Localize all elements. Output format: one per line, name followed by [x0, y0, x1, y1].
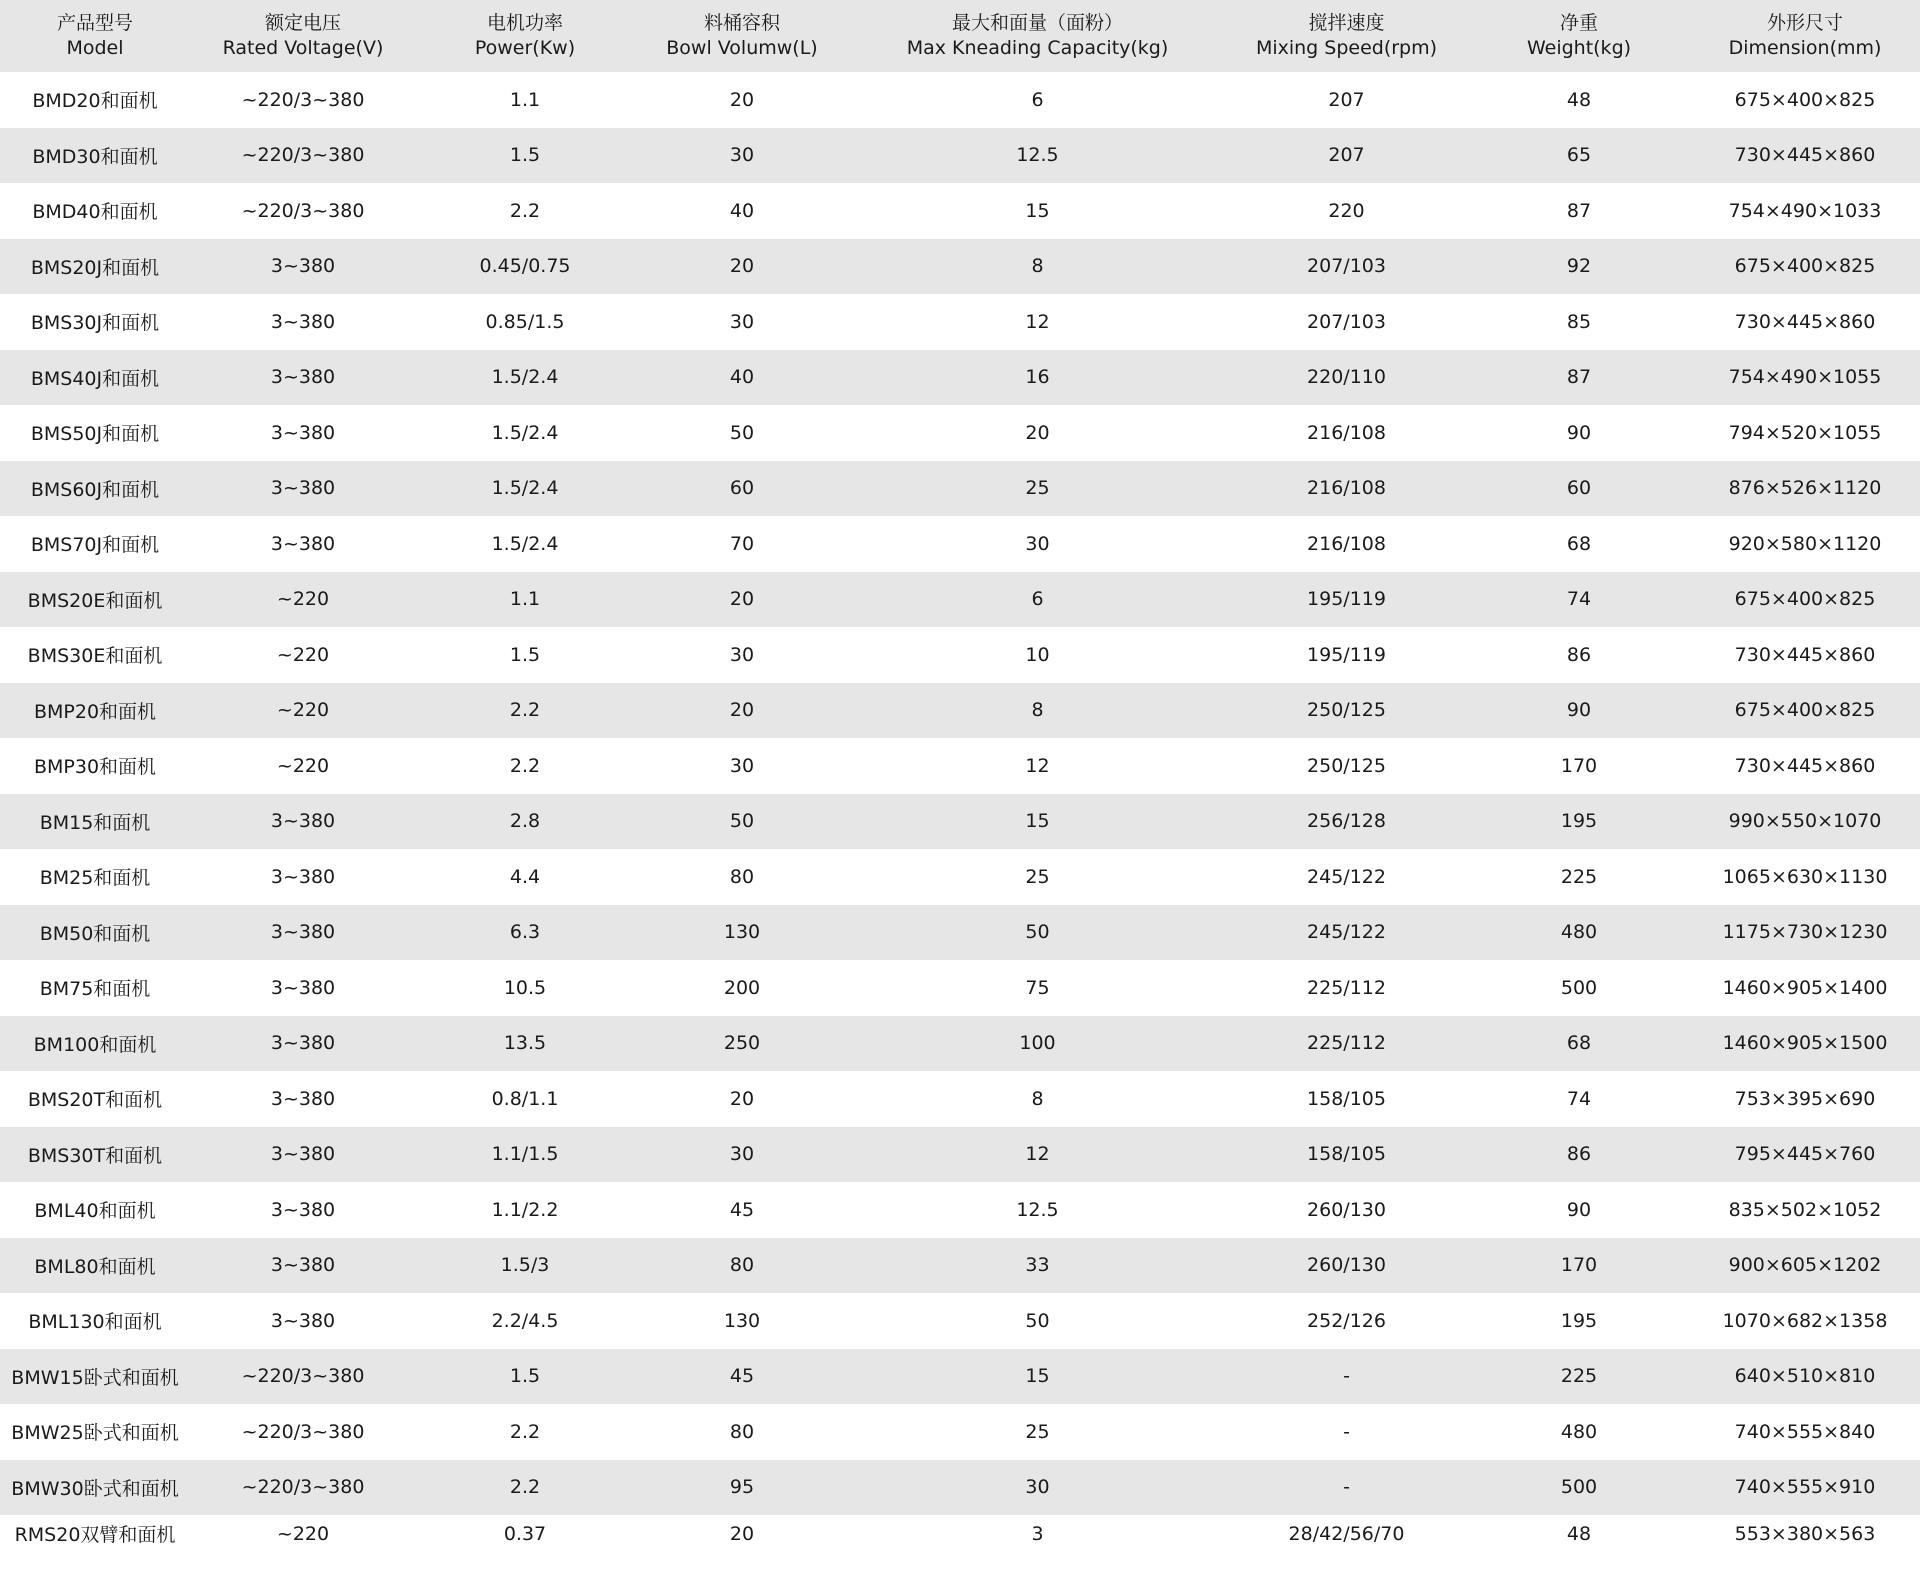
cell-model: BM100和面机: [0, 1016, 190, 1072]
cell-dimension: 795×445×760: [1690, 1127, 1920, 1183]
cell-model: BM75和面机: [39, 978, 151, 1001]
header-bowl-volume: [634, 0, 850, 72]
table-row: [0, 1238, 1920, 1294]
table-row: [0, 1016, 1920, 1072]
cell-weight: 60: [1468, 461, 1690, 517]
cell-mixing-speed: 158/105: [1307, 1087, 1386, 1110]
cell-model: BMS40J和面机: [0, 350, 190, 406]
cell-voltage: ~220/3~380: [190, 1460, 416, 1516]
cell-dimension: 675×400×825: [1690, 683, 1920, 739]
cell-mixing-speed: 252/126: [1307, 1309, 1386, 1332]
header-weight-zh: 净重: [1559, 12, 1598, 34]
cell-dimension: 675×400×825: [1690, 572, 1920, 628]
cell-dimension: 740×555×840: [1734, 1420, 1876, 1443]
cell-weight: 170: [1468, 1238, 1690, 1294]
cell-max-capacity: 8: [850, 683, 1225, 739]
cell-voltage: 3~380: [270, 976, 336, 999]
header-weight-en: Weight(kg): [1526, 37, 1632, 59]
cell-power: 1.5: [416, 1349, 634, 1405]
header-voltage: [190, 0, 416, 72]
cell-mixing-speed: 225/112: [1225, 1016, 1468, 1072]
cell-dimension: 753×395×690: [1734, 1087, 1876, 1110]
cell-model: BMS30J和面机: [30, 312, 160, 335]
cell-bowl-volume: 70: [729, 532, 755, 555]
cell-mixing-speed: 256/128: [1225, 794, 1468, 850]
header-dimension-en: Dimension(mm): [1728, 37, 1882, 59]
cell-power: 1.5/2.4: [491, 421, 559, 444]
cell-dimension: 730×445×860: [1734, 643, 1876, 666]
cell-voltage: 3~380: [190, 239, 416, 295]
cell-bowl-volume: 20: [634, 572, 850, 628]
cell-bowl-volume: 20: [634, 683, 850, 739]
table-row: [0, 350, 1920, 406]
cell-bowl-volume: 60: [634, 461, 850, 517]
cell-bowl-volume: 250: [634, 1016, 850, 1072]
table-row: [0, 239, 1920, 295]
cell-power: 1.5: [509, 643, 541, 666]
cell-power: 10.5: [503, 976, 547, 999]
table-row: [0, 905, 1920, 961]
cell-voltage: 3~380: [190, 1127, 416, 1183]
cell-max-capacity: 15: [850, 1349, 1225, 1405]
cell-power: 1.1/1.5: [416, 1127, 634, 1183]
cell-weight: 480: [1560, 1420, 1598, 1443]
cell-weight: 48: [1566, 88, 1592, 111]
cell-model: BM50和面机: [0, 905, 190, 961]
cell-voltage: 3~380: [190, 1016, 416, 1072]
cell-model: BML40和面机: [34, 1200, 156, 1223]
cell-max-capacity: 15: [1025, 199, 1050, 222]
cell-weight: 195: [1468, 794, 1690, 850]
cell-max-capacity: 12: [1025, 310, 1050, 333]
cell-mixing-speed: 207: [1225, 128, 1468, 184]
cell-dimension: 835×502×1052: [1728, 1198, 1882, 1221]
cell-model: BMS20J和面机: [0, 239, 190, 295]
cell-power: 2.2: [509, 199, 541, 222]
cell-model: BMS20E和面机: [0, 572, 190, 628]
cell-weight: 500: [1560, 976, 1598, 999]
cell-weight: 74: [1566, 1087, 1592, 1110]
cell-bowl-volume: 30: [634, 1127, 850, 1183]
cell-power: 4.4: [509, 865, 541, 888]
cell-power: 2.2/4.5: [491, 1309, 559, 1332]
cell-max-capacity: 8: [850, 239, 1225, 295]
header-mixing-speed-en: Mixing Speed(rpm): [1255, 37, 1438, 59]
cell-power: 6.3: [416, 905, 634, 961]
header-max-capacity-zh: 最大和面量（面粉）: [951, 12, 1123, 34]
cell-bowl-volume: 45: [634, 1349, 850, 1405]
cell-weight: 68: [1566, 532, 1592, 555]
table-row: [0, 1293, 1920, 1349]
cell-model: BML80和面机: [0, 1238, 190, 1294]
cell-power: 1.1/2.2: [491, 1198, 559, 1221]
cell-bowl-volume: 30: [729, 310, 755, 333]
cell-model: BMP30和面机: [33, 756, 157, 779]
cell-mixing-speed: 250/125: [1307, 754, 1386, 777]
cell-voltage: 3~380: [270, 1087, 336, 1110]
cell-weight: 170: [1560, 754, 1598, 777]
cell-weight: 48: [1566, 1522, 1592, 1545]
cell-weight: 480: [1468, 905, 1690, 961]
header-row: [0, 0, 1920, 72]
cell-voltage: 3~380: [270, 421, 336, 444]
cell-dimension: 754×490×1055: [1690, 350, 1920, 406]
table-row: [0, 794, 1920, 850]
cell-bowl-volume: 40: [634, 350, 850, 406]
cell-power: 1.1: [509, 88, 541, 111]
cell-voltage: ~220: [190, 572, 416, 628]
cell-dimension: 1175×730×1230: [1690, 905, 1920, 961]
cell-model: BMW30卧式和面机: [0, 1460, 190, 1516]
cell-mixing-speed: 245/122: [1225, 905, 1468, 961]
cell-voltage: ~220/3~380: [190, 1349, 416, 1405]
table-row: [0, 1404, 1920, 1460]
cell-dimension: 675×400×825: [1734, 88, 1876, 111]
cell-voltage: 3~380: [270, 532, 336, 555]
cell-model: BMD20和面机: [32, 90, 158, 113]
cell-dimension: 754×490×1033: [1728, 199, 1882, 222]
cell-model: BMS20T和面机: [27, 1089, 163, 1112]
cell-voltage: ~220: [276, 643, 330, 666]
cell-mixing-speed: 207/103: [1225, 239, 1468, 295]
cell-max-capacity: 10: [1025, 643, 1050, 666]
cell-weight: 87: [1468, 350, 1690, 406]
cell-mixing-speed: 195/119: [1307, 643, 1386, 666]
cell-voltage: 3~380: [270, 310, 336, 333]
cell-max-capacity: 12.5: [1016, 1198, 1059, 1221]
cell-bowl-volume: 30: [634, 128, 850, 184]
table-row: [0, 849, 1920, 905]
cell-bowl-volume: 30: [729, 754, 755, 777]
cell-bowl-volume: 20: [634, 239, 850, 295]
cell-power: 2.2: [416, 1460, 634, 1516]
cell-power: 13.5: [416, 1016, 634, 1072]
cell-weight: 86: [1566, 643, 1592, 666]
cell-mixing-speed: 207: [1328, 88, 1365, 111]
cell-bowl-volume: 30: [729, 643, 755, 666]
cell-weight: 225: [1468, 1349, 1690, 1405]
header-voltage-zh: 额定电压: [264, 12, 341, 34]
cell-voltage: ~220/3~380: [241, 199, 365, 222]
cell-bowl-volume: 50: [729, 421, 755, 444]
cell-power: 2.2: [416, 683, 634, 739]
header-dimension-zh: 外形尺寸: [1766, 12, 1843, 34]
cell-mixing-speed: 220/110: [1225, 350, 1468, 406]
cell-dimension: 675×400×825: [1690, 239, 1920, 295]
cell-weight: 225: [1560, 865, 1598, 888]
cell-bowl-volume: 50: [634, 794, 850, 850]
cell-voltage: ~220/3~380: [241, 88, 365, 111]
cell-power: 1.1: [416, 572, 634, 628]
cell-voltage: 3~380: [270, 1198, 336, 1221]
cell-power: 0.85/1.5: [485, 310, 565, 333]
spec-table-body: [0, 72, 1920, 1552]
header-mixing-speed-zh: 搅拌速度: [1308, 12, 1385, 34]
cell-weight: 195: [1560, 1309, 1598, 1332]
cell-model: BMS30T和面机: [0, 1127, 190, 1183]
cell-mixing-speed: -: [1225, 1349, 1468, 1405]
cell-weight: 90: [1566, 1198, 1592, 1221]
table-row: [0, 461, 1920, 517]
cell-bowl-volume: 80: [634, 1238, 850, 1294]
cell-dimension: 730×445×860: [1734, 310, 1876, 333]
cell-dimension: 1460×905×1400: [1722, 976, 1888, 999]
cell-model: BMW15卧式和面机: [0, 1349, 190, 1405]
table-row: [0, 738, 1920, 794]
cell-power: 0.45/0.75: [416, 239, 634, 295]
cell-model: BMD40和面机: [32, 201, 158, 224]
header-model: [0, 0, 190, 72]
cell-model: BM15和面机: [0, 794, 190, 850]
cell-voltage: ~220: [190, 683, 416, 739]
table-row: [0, 627, 1920, 683]
cell-voltage: ~220: [276, 1522, 330, 1545]
cell-mixing-speed: 216/108: [1307, 421, 1386, 444]
cell-model: BMS30E和面机: [27, 645, 163, 668]
header-model-zh: 产品型号: [56, 12, 133, 34]
cell-max-capacity: 25: [1025, 865, 1050, 888]
cell-power: 0.37: [503, 1522, 547, 1545]
cell-weight: 74: [1468, 572, 1690, 628]
cell-dimension: 1065×630×1130: [1722, 865, 1888, 888]
table-row: [0, 183, 1920, 239]
header-model-en: Model: [66, 37, 124, 59]
cell-power: 2.2: [509, 754, 541, 777]
cell-max-capacity: 33: [850, 1238, 1225, 1294]
cell-power: 1.5/2.4: [416, 350, 634, 406]
cell-power: 2.8: [416, 794, 634, 850]
cell-dimension: 1460×905×1500: [1690, 1016, 1920, 1072]
cell-model: BMS60J和面机: [0, 461, 190, 517]
cell-mixing-speed: 220: [1328, 199, 1365, 222]
cell-weight: 87: [1566, 199, 1592, 222]
cell-bowl-volume: 200: [723, 976, 761, 999]
cell-mixing-speed: 28/42/56/70: [1288, 1522, 1405, 1545]
cell-model: BMS50J和面机: [30, 423, 160, 446]
cell-max-capacity: 3: [1031, 1522, 1044, 1545]
cell-dimension: 640×510×810: [1690, 1349, 1920, 1405]
cell-weight: 68: [1468, 1016, 1690, 1072]
cell-power: 1.5/2.4: [416, 461, 634, 517]
cell-max-capacity: 30: [1025, 532, 1050, 555]
cell-dimension: 1070×682×1358: [1722, 1309, 1888, 1332]
cell-dimension: 794×520×1055: [1728, 421, 1882, 444]
cell-model: BMP20和面机: [0, 683, 190, 739]
cell-power: 1.5: [416, 128, 634, 184]
cell-dimension: 740×555×910: [1690, 1460, 1920, 1516]
cell-max-capacity: 16: [850, 350, 1225, 406]
table-row: [0, 516, 1920, 572]
cell-mixing-speed: 260/130: [1307, 1198, 1386, 1221]
cell-max-capacity: 12: [1025, 754, 1050, 777]
cell-voltage: 3~380: [190, 905, 416, 961]
cell-bowl-volume: 45: [729, 1198, 755, 1221]
table-row: [0, 1460, 1920, 1516]
cell-model: RMS20双臂和面机: [14, 1524, 176, 1546]
cell-bowl-volume: 95: [634, 1460, 850, 1516]
header-power: [416, 0, 634, 72]
cell-max-capacity: 6: [1031, 88, 1044, 111]
cell-weight: 90: [1566, 421, 1592, 444]
cell-mixing-speed: 250/125: [1225, 683, 1468, 739]
cell-bowl-volume: 20: [729, 1087, 755, 1110]
cell-model: BMW25卧式和面机: [11, 1422, 179, 1445]
cell-dimension: 553×380×563: [1734, 1522, 1876, 1545]
header-max-capacity-en: Max Kneading Capacity(kg): [906, 37, 1169, 59]
cell-bowl-volume: 130: [723, 1309, 761, 1332]
cell-mixing-speed: 245/122: [1307, 865, 1386, 888]
table-row: [0, 572, 1920, 628]
cell-weight: 85: [1566, 310, 1592, 333]
cell-max-capacity: 6: [850, 572, 1225, 628]
cell-max-capacity: 75: [1025, 976, 1050, 999]
cell-model: BMD30和面机: [0, 128, 190, 184]
header-power-en: Power(Kw): [474, 37, 576, 59]
cell-weight: 86: [1468, 1127, 1690, 1183]
cell-model: BM25和面机: [39, 867, 151, 890]
cell-mixing-speed: 195/119: [1225, 572, 1468, 628]
table-row: [0, 960, 1920, 1016]
header-mixing-speed: [1225, 0, 1468, 72]
cell-max-capacity: 20: [1025, 421, 1050, 444]
cell-dimension: 990×550×1070: [1690, 794, 1920, 850]
cell-max-capacity: 30: [850, 1460, 1225, 1516]
cell-power: 2.2: [509, 1420, 541, 1443]
cell-mixing-speed: 260/130: [1225, 1238, 1468, 1294]
cell-max-capacity: 50: [1025, 1309, 1050, 1332]
cell-max-capacity: 50: [850, 905, 1225, 961]
header-max-capacity: [850, 0, 1225, 72]
cell-max-capacity: 15: [850, 794, 1225, 850]
cell-voltage: ~220/3~380: [241, 1420, 365, 1443]
cell-weight: 90: [1468, 683, 1690, 739]
cell-voltage: 3~380: [270, 865, 336, 888]
cell-mixing-speed: 216/108: [1225, 461, 1468, 517]
cell-max-capacity: 12.5: [850, 128, 1225, 184]
table-row: [0, 72, 1920, 128]
cell-dimension: 876×526×1120: [1690, 461, 1920, 517]
cell-power: 1.5/2.4: [491, 532, 559, 555]
table-row: [0, 1182, 1920, 1238]
cell-voltage: 3~380: [190, 1238, 416, 1294]
cell-max-capacity: 25: [1025, 1420, 1050, 1443]
cell-mixing-speed: 207/103: [1307, 310, 1386, 333]
cell-voltage: 3~380: [190, 350, 416, 406]
cell-dimension: 900×605×1202: [1690, 1238, 1920, 1294]
cell-voltage: 3~380: [190, 794, 416, 850]
cell-voltage: ~220/3~380: [190, 128, 416, 184]
header-power-zh: 电机功率: [486, 12, 563, 34]
header-bowl-volume-zh: 料桶容积: [703, 12, 780, 34]
table-row: [0, 1349, 1920, 1405]
cell-bowl-volume: 20: [729, 1522, 755, 1545]
header-dimension: [1690, 0, 1920, 72]
cell-dimension: 730×445×860: [1690, 128, 1920, 184]
cell-power: 1.5/3: [416, 1238, 634, 1294]
table-row: [0, 405, 1920, 461]
cell-weight: 92: [1468, 239, 1690, 295]
cell-mixing-speed: 216/108: [1307, 532, 1386, 555]
header-weight: [1468, 0, 1690, 72]
cell-voltage: 3~380: [190, 461, 416, 517]
cell-mixing-speed: -: [1225, 1460, 1468, 1516]
cell-voltage: ~220: [276, 754, 330, 777]
cell-dimension: 730×445×860: [1734, 754, 1876, 777]
cell-bowl-volume: 130: [634, 905, 850, 961]
cell-mixing-speed: -: [1343, 1420, 1350, 1443]
table-row: [0, 1071, 1920, 1127]
cell-max-capacity: 100: [850, 1016, 1225, 1072]
cell-mixing-speed: 225/112: [1307, 976, 1386, 999]
cell-model: BMS70J和面机: [30, 534, 160, 557]
cell-max-capacity: 25: [850, 461, 1225, 517]
table-row: [0, 1127, 1920, 1183]
cell-model: BML130和面机: [28, 1311, 162, 1334]
header-voltage-en: Rated Voltage(V): [222, 37, 384, 59]
cell-weight: 65: [1468, 128, 1690, 184]
cell-weight: 500: [1468, 1460, 1690, 1516]
table-row: [0, 294, 1920, 350]
cell-bowl-volume: 80: [729, 865, 755, 888]
cell-max-capacity: 8: [1031, 1087, 1044, 1110]
cell-power: 0.8/1.1: [491, 1087, 559, 1110]
cell-mixing-speed: 158/105: [1225, 1127, 1468, 1183]
cell-max-capacity: 12: [850, 1127, 1225, 1183]
table-row: [0, 1515, 1920, 1552]
table-row: [0, 683, 1920, 739]
cell-voltage: 3~380: [270, 1309, 336, 1332]
cell-bowl-volume: 20: [729, 88, 755, 111]
table-row: [0, 128, 1920, 184]
cell-bowl-volume: 40: [729, 199, 755, 222]
header-bowl-volume-en: Bowl Volumw(L): [666, 37, 818, 59]
cell-bowl-volume: 80: [729, 1420, 755, 1443]
cell-dimension: 920×580×1120: [1728, 532, 1882, 555]
